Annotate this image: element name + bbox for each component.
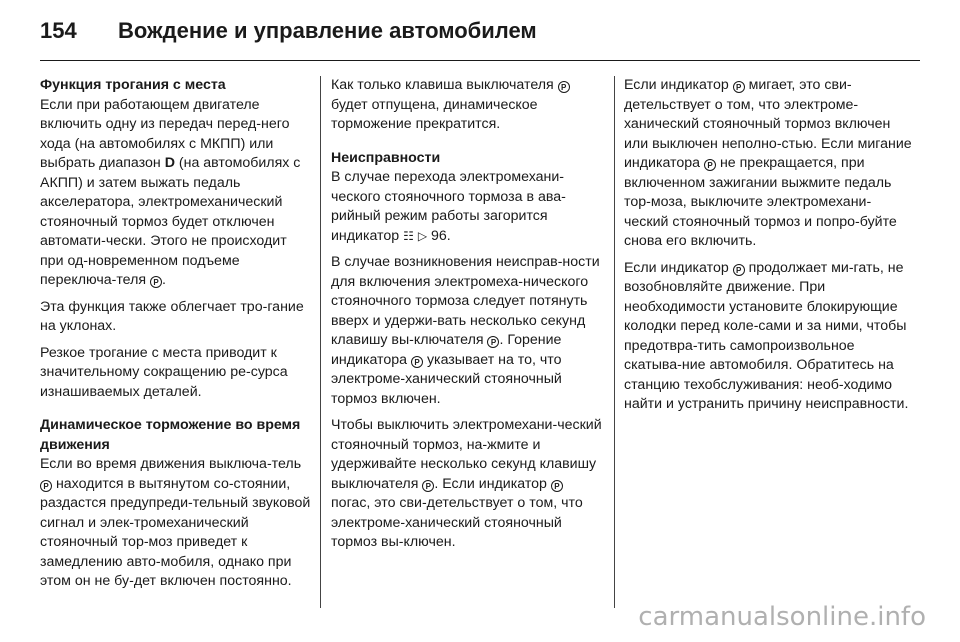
text: продолжает ми-гать, не возобновляйте движение. При необходимости установите блокирующие колодки перед коле-сами и за ними, чтобы предотвра-тить самопроизвольное скатыва-ние автомобиля. Обратитесь на станцию техобслуживания: необ-ходимо найти и устранить причину неисправности. — [624, 259, 909, 412]
paragraph — [624, 259, 914, 415]
paragraph: Резкое трогание с места приводит к значительному сокращению ре-сурса изнашиваемых деталей. — [40, 344, 288, 400]
section-heading: Функция трогания с места — [40, 77, 226, 93]
page-arrow-icon: ▷ — [417, 228, 428, 243]
text: В случае возникновения неисправ-ности для включения электромеха-нического стояночного тормоза следует потянуть вверх и удержи-вать несколько секунд клавишу вы-ключателя — [331, 254, 600, 348]
page-title: Вождение и управление автомобилем — [118, 18, 537, 43]
text: будет отпущена, динамическое торможение прекратится. — [331, 96, 538, 132]
paragraph — [40, 96, 312, 291]
paragraph — [331, 253, 606, 409]
text: Как только клавиша выключателя — [331, 77, 558, 93]
watermark: carmanualsonline.info — [638, 602, 926, 632]
text: Чтобы выключить электромехани-ческий стояночный тормоз, на-жмите и удерживайте несколько секунд клавишу выключателя — [331, 417, 602, 492]
page-number: 154 — [40, 18, 77, 43]
text: Если индикатор — [624, 77, 733, 93]
text: мигает, это сви-детельствует о том, что электроме-ханический стояночный тормоз включен или выключен неполно-стью. Если мигание индикатора — [624, 77, 912, 171]
column-1 — [40, 76, 312, 599]
section-heading: Неисправности — [331, 149, 441, 166]
paragraph — [331, 168, 606, 246]
column-3 — [624, 76, 914, 422]
paragraph — [40, 455, 312, 592]
text: Если при работающем двигателе включить одну из передач перед-него хода (на автомобилях с МКПП) или выбрать диапазон — [40, 96, 290, 171]
column-2 — [331, 76, 606, 560]
text: погас, это сви-детельствует о том, что электроме-ханический стояночный тормоз вы-ключен. — [331, 495, 583, 550]
text: не прекращается, при включенном зажигании выжмите педаль тор-моза, выключите электромехани-ческий стояночный тормоз и попро-буйте снова его включить. — [624, 155, 897, 249]
paragraph — [331, 76, 606, 135]
parking-brake-icon: P — [558, 81, 570, 93]
parking-brake-icon: P — [733, 264, 745, 276]
column-divider — [320, 76, 321, 608]
parking-brake-icon: P — [411, 356, 423, 368]
parking-brake-icon: P — [40, 480, 52, 492]
text: находится в вытянутом со-стоянии, раздастся предупреди-тельный звуковой сигнал и элек-тромеханический стояночный тор-моз приведет к замедлению авто-мобиля, однако при этом он не бу-дет включен постоянно. — [40, 475, 311, 589]
column-divider — [614, 76, 615, 608]
text: Если во время движения выключа-тель — [40, 456, 302, 472]
header-rule — [40, 60, 920, 61]
paragraph — [331, 416, 606, 553]
parking-brake-icon: P — [150, 276, 162, 288]
text: . — [162, 272, 166, 288]
text: указывает на то, что электроме-ханический стояночный тормоз включен. — [331, 351, 562, 407]
parking-brake-icon: P — [551, 480, 563, 492]
parking-brake-icon: P — [422, 480, 434, 492]
page-reference: 96. — [431, 227, 451, 244]
parking-brake-icon: P — [733, 81, 745, 93]
paragraph: Эта функция также облегчает тро-гание на уклонах. — [40, 298, 304, 334]
gear-label: D — [164, 155, 175, 171]
parking-brake-icon: P — [704, 159, 716, 171]
book-reference-icon: ☷ — [403, 228, 414, 243]
text: . Если индикатор — [434, 475, 551, 492]
section-heading: Динамическое торможение во время движения — [40, 417, 301, 453]
parking-brake-icon: P — [487, 336, 499, 348]
text: . Горение индикатора — [331, 332, 562, 368]
text: В случае перехода электромехани-ческого стояночного тормоза в ава-рийный режим работы загорится индикатор — [331, 169, 566, 244]
text: (на автомобилях с АКПП) и затем выжать педаль акселератора, электромеханический стояночный тормоз будет отключен автомати-чески. Этого не происходит при од-новременном подъеме переключа-теля — [40, 155, 301, 288]
page-header — [40, 18, 537, 44]
text: Если индикатор — [624, 259, 733, 276]
paragraph — [624, 76, 914, 252]
